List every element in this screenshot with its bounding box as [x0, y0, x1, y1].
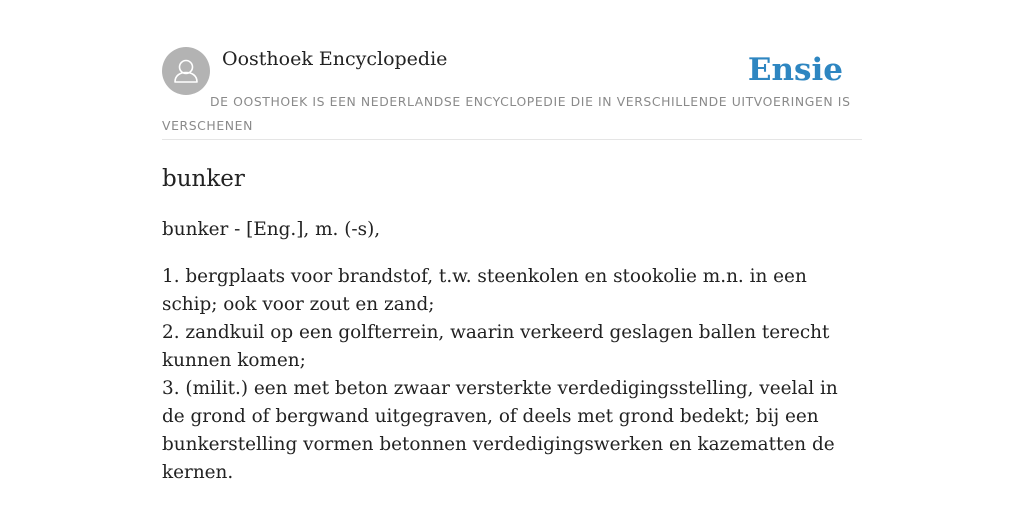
source-title[interactable]: Oosthoek Encyclopedie	[222, 48, 448, 70]
source-header	[162, 47, 862, 140]
ensie-logo-link[interactable]: Ensie	[747, 52, 843, 88]
source-description-text: DE OOSTHOEK IS EEN NEDERLANDSE ENCYCLOPEDIE DIE IN VERSCHILLENDE UITVOERINGEN IS VERSCHENEN	[162, 94, 851, 133]
definition-item: 3. (milit.) een met beton zwaar versterkte verdedigingsstelling, veelal in de grond of bergwand uitgegraven, of deels met grond bedekt; bij een bunkerstelling vormen betonnen verdedigingswerken en kazematten de kernen.	[162, 378, 838, 483]
user-silhouette-icon	[162, 47, 210, 95]
definition-item: 2. zandkuil op een golfterrein, waarin verkeerd geslagen ballen terecht kunnen komen;	[162, 322, 830, 371]
definitions-list	[162, 263, 862, 487]
entry-title: bunker	[162, 166, 245, 192]
source-description	[162, 90, 862, 138]
definition-item: 1. bergplaats voor brandstof, t.w. steenkolen en stookolie m.n. in een schip; ook voor zout en zand;	[162, 266, 807, 315]
avatar[interactable]	[162, 47, 210, 95]
entry-container	[162, 47, 862, 487]
entry-headword-line: bunker - [Eng.], m. (-s),	[162, 219, 381, 240]
